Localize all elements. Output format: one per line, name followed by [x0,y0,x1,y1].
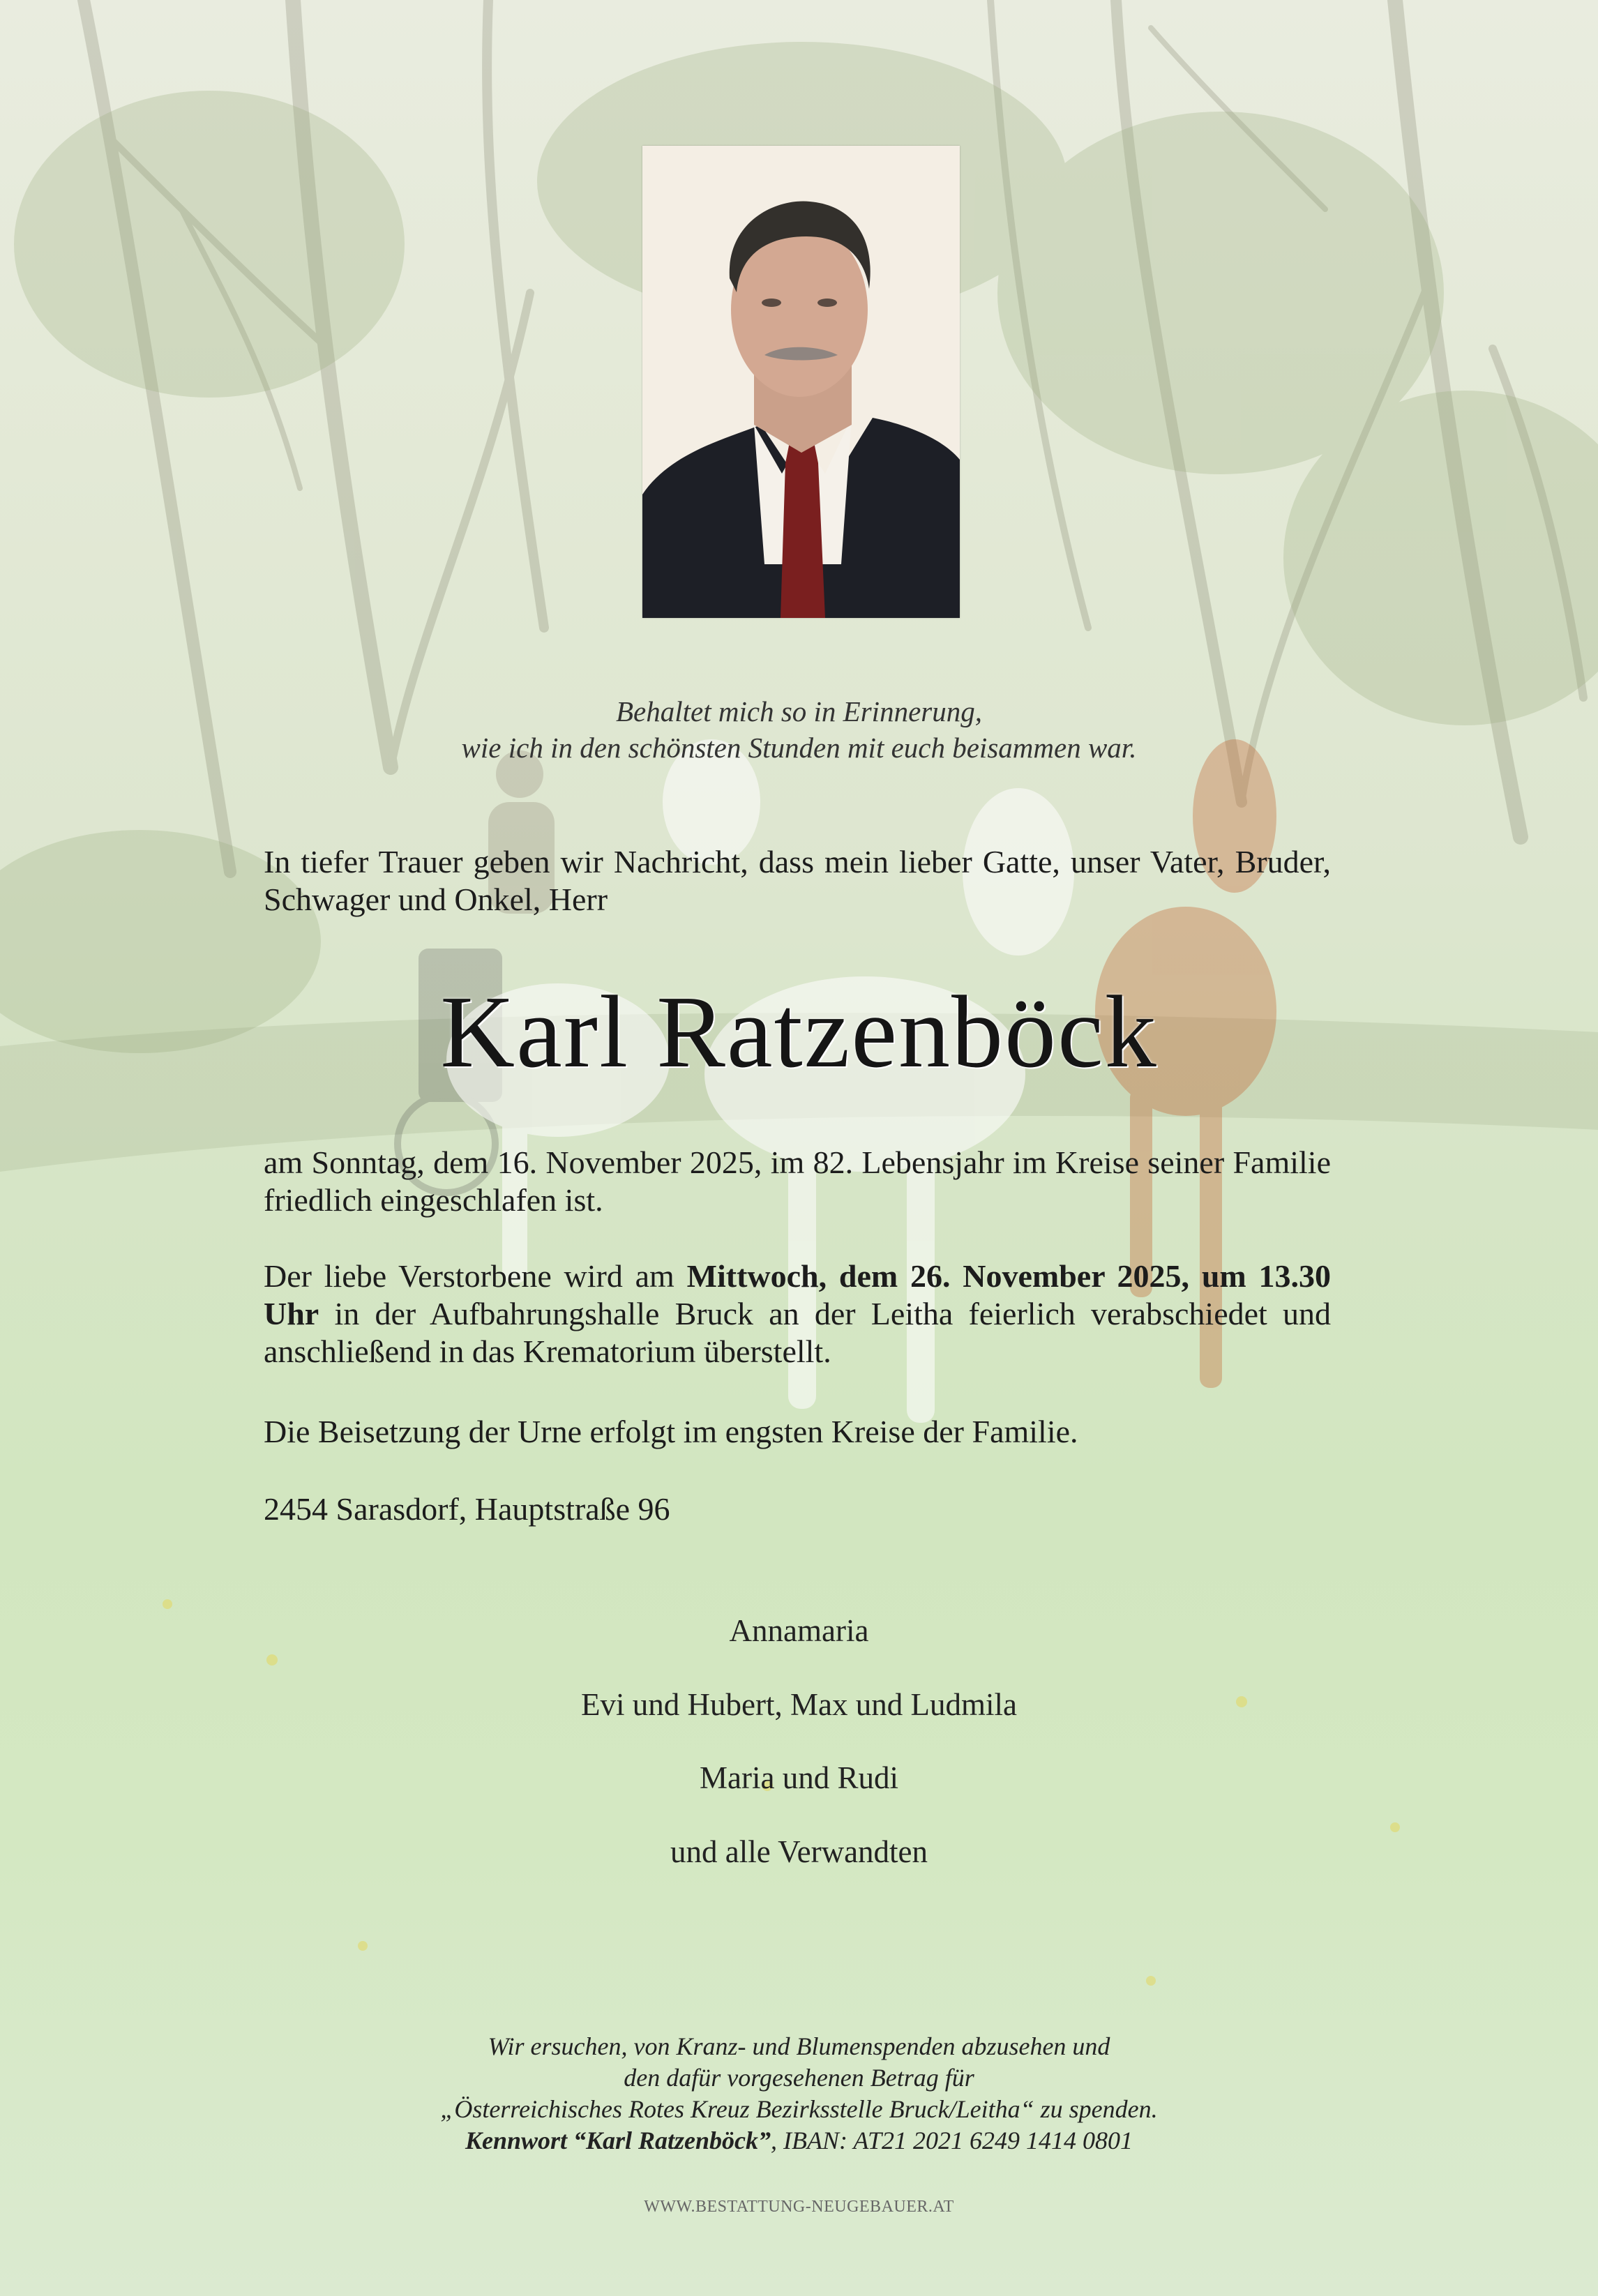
quote-line-1: Behaltet mich so in Erinnerung, [616,695,982,727]
funeral-date-time: Mittwoch, dem 26. November 2025, um 13.30 Uhr [264,1258,1331,1331]
donation-line-3: „Österreichisches Rotes Kreuz Bezirksstelle Bruck/Leitha“ zu spenden. [440,2095,1158,2123]
funeral-prefix: Der liebe Verstorbene wird am [264,1258,674,1294]
quote-line-2: wie ich in den schönsten Stunden mit euch beisammen war. [461,732,1137,764]
portrait-photo [642,146,960,618]
intro-text: In tiefer Trauer geben wir Nachricht, dass mein lieber Gatte, unser Vater, Bruder, Schwager und Onkel, Herr [264,844,1331,917]
funeral-details [264,1257,1331,1370]
donation-iban: , IBAN: AT21 2021 6249 1414 0801 [771,2127,1133,2154]
family-line-2: Evi und Hubert, Max und Ludmila [581,1687,1017,1722]
donation-line-1: Wir ersuchen, von Kranz- und Blumenspenden abzusehen und [488,2032,1110,2060]
memorial-quote [0,693,1598,766]
death-notice-text: am Sonntag, dem 16. November 2025, im 82. Lebensjahr im Kreise seiner Familie friedlich eingeschlafen ist. [264,1145,1331,1218]
funeral-suffix: in der Aufbahrungshalle Bruck an der Leitha feierlich verabschiedet und anschließend in das Krematorium überstellt. [264,1296,1332,1369]
urn-notice: Die Beisetzung der Urne erfolgt im engsten Kreise der Familie. [264,1414,1078,1449]
deceased-name: Karl Ratzenböck [440,975,1158,1089]
donation-line-4 [0,2125,1598,2157]
family-address: 2454 Sarasdorf, Hauptstraße 96 [264,1491,670,1527]
family-line-3: Maria und Rudi [700,1760,898,1795]
funeral-home-website: WWW.BESTATTUNG-NEUGEBAUER.AT [644,2198,954,2216]
family-line-4: und alle Verwandten [670,1834,928,1869]
donation-keyword: Kennwort “Karl Ratzenböck” [465,2127,771,2154]
donation-note [0,2031,1598,2157]
family-line-1: Annamaria [729,1613,869,1648]
donation-line-2: den dafür vorgesehenen Betrag für [624,2064,974,2092]
